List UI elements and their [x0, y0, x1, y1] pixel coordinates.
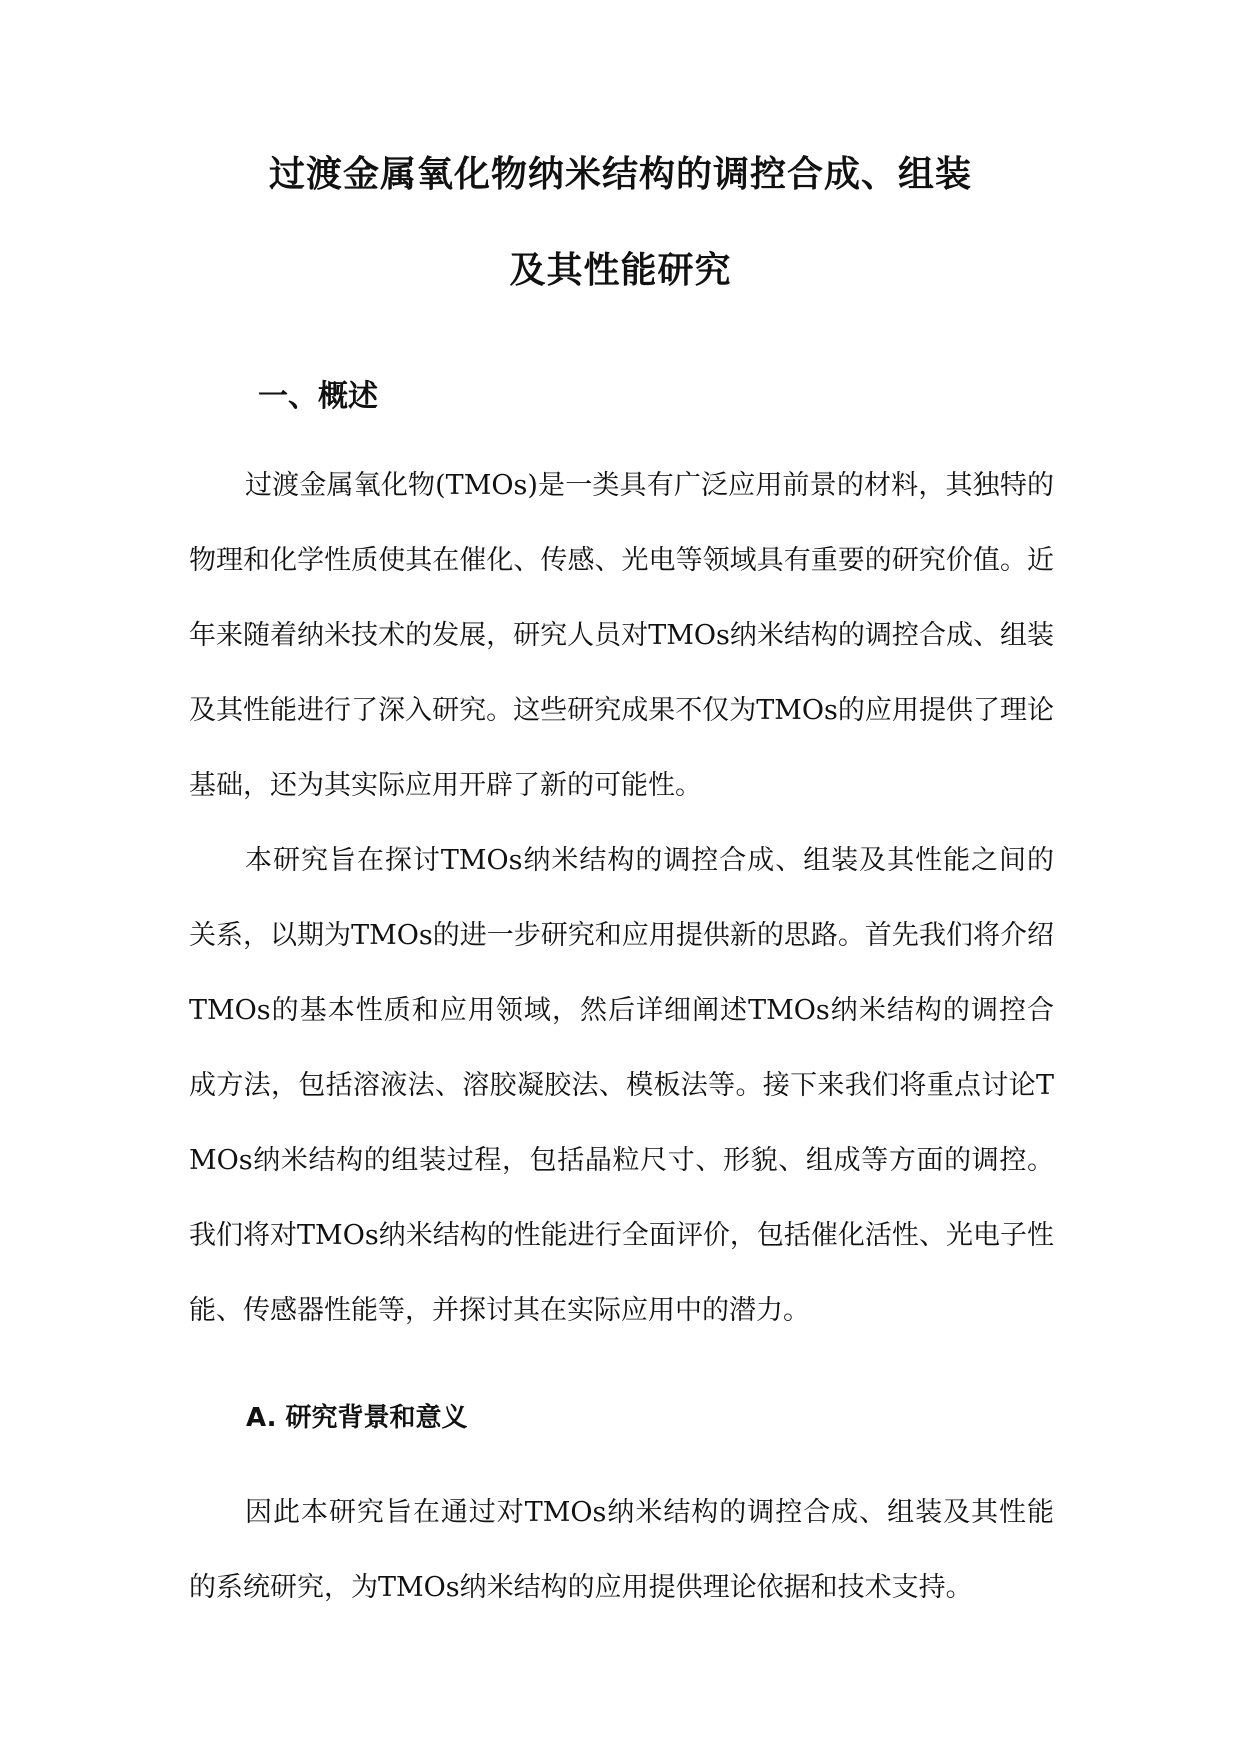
subsection-heading-background: A. 研究背景和意义 — [246, 1403, 468, 1433]
paragraph-3: 因此本研究旨在通过对TMOs纳米结构的调控合成、组装及其性能的系统研究，为TMOs纳米结构的应用提供理论依据和技术支持。 — [189, 1497, 1054, 1603]
section-heading-overview: 一、概述 — [258, 379, 378, 414]
paragraph-1: 过渡金属氧化物(TMOs)是一类具有广泛应用前景的材料，其独特的物理和化学性质使其在催化、传感、光电等领域具有重要的研究价值。近年来随着纳米技术的发展，研究人员对TMOs纳米结构的调控合成、组装及其性能进行了深入研究。这些研究成果不仅为TMOs的应用提供了理论基础，还为其实际应用开辟了新的可能性。 — [189, 470, 1054, 801]
document-title-line-1: 过渡金属氧化物纳米结构的调控合成、组装 — [268, 154, 972, 195]
paragraph-2: 本研究旨在探讨TMOs纳米结构的调控合成、组装及其性能之间的关系，以期为TMOs的进一步研究和应用提供新的思路。首先我们将介绍TMOs的基本性质和应用领域，然后详细阐述TMOs纳米结构的调控合成方法，包括溶液法、溶胶凝胶法、模板法等。接下来我们将重点讨论TMOs纳米结构的组装过程，包括晶粒尺寸、形貌、组成等方面的调控。我们将对TMOs纳米结构的性能进行全面评价，包括催化活性、光电子性能、传感器性能等，并探讨其在实际应用中的潜力。 — [189, 845, 1054, 1326]
document-title-line-2: 及其性能研究 — [509, 250, 732, 291]
